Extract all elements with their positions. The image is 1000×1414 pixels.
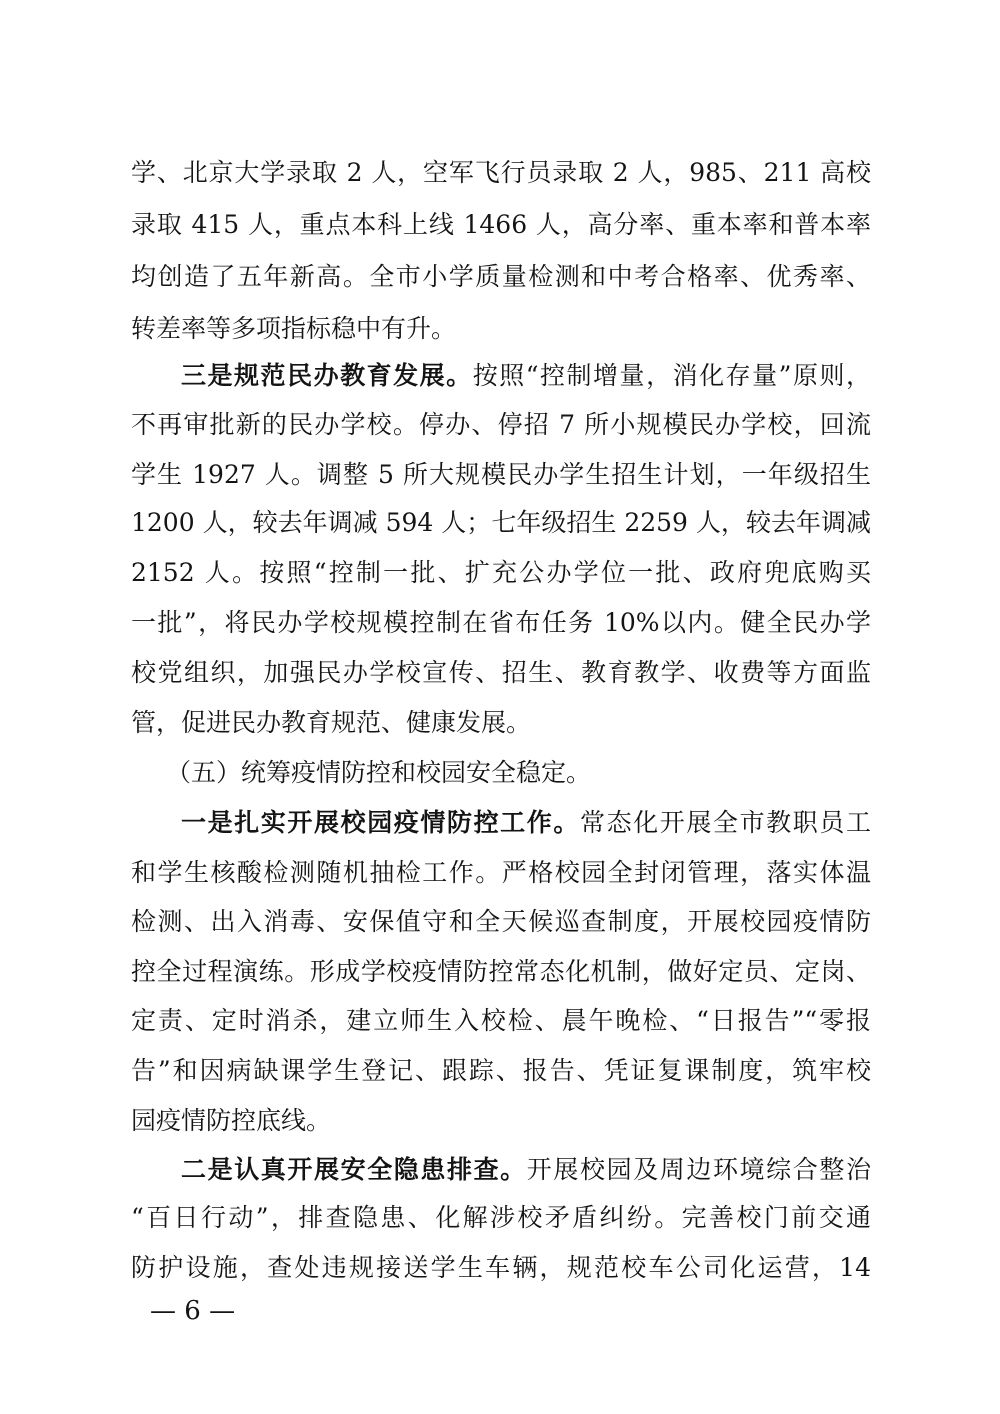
- body-text-line: 定责、定时消杀，建立师生入校检、晨午晚检、“日报告”“零报: [131, 1006, 871, 1035]
- body-text-line: 管，促进民办教育规范、健康发展。: [131, 708, 532, 737]
- paragraph-first-line: [181, 356, 871, 396]
- body-text-line: 均创造了五年新高。全市小学质量检测和中考合格率、优秀率、: [131, 262, 871, 291]
- body-text-line: 校党组织，加强民办学校宣传、招生、教育教学、收费等方面监: [131, 658, 871, 687]
- body-text-line: 检测、出入消毒、安保值守和全天候巡查制度，开展校园疫情防: [131, 907, 871, 936]
- body-text-line: 告”和因病缺课学生登记、跟踪、报告、凭证复课制度，筑牢校: [131, 1056, 871, 1085]
- body-text-line: 和学生核酸检测随机抽检工作。严格校园全封闭管理，落实体温: [131, 858, 871, 887]
- body-text: 开展校园及周边环境综合整治: [526, 1155, 871, 1184]
- body-text-line: 2152 人。按照“控制一批、扩充公办学位一批、政府兜底购买: [131, 558, 871, 587]
- body-text-line: 学生 1927 人。调整 5 所大规模民办学生招生计划，一年级招生: [131, 460, 871, 489]
- body-text-line: 学、北京大学录取 2 人，空军飞行员录取 2 人，985、211 高校: [131, 158, 871, 187]
- body-text: 常态化开展全市教职员工: [579, 808, 871, 837]
- paragraph-heading: 三是规范民办教育发展。: [181, 361, 473, 390]
- paragraph-heading: 二是认真开展安全隐患排查。: [181, 1155, 527, 1184]
- page-number: — 6 —: [150, 1296, 236, 1326]
- body-text-line: 1200 人，较去年调减 594 人；七年级招生 2259 人，较去年调减: [131, 508, 871, 537]
- body-text-line: 不再审批新的民办学校。停办、停招 7 所小规模民办学校，回流: [131, 410, 871, 439]
- body-text-line: 转差率等多项指标稳中有升。: [131, 314, 457, 343]
- paragraph-first-line: [181, 803, 871, 843]
- body-text-line: 录取 415 人，重点本科上线 1466 人，高分率、重本率和普本率: [131, 210, 871, 239]
- body-text: 按照“控制增量，消化存量”原则，: [472, 361, 871, 390]
- body-text-line: 一批”，将民办学校规模控制在省布任务 10%以内。健全民办学: [131, 608, 871, 637]
- body-text-line: “百日行动”，排查隐患、化解涉校矛盾纠纷。完善校门前交通: [131, 1203, 871, 1232]
- body-text-line: 园疫情防控底线。: [131, 1106, 332, 1135]
- paragraph-first-line: [181, 1150, 871, 1190]
- paragraph-heading: 一是扎实开展校园疫情防控工作。: [181, 808, 580, 837]
- section-heading: （五）统筹疫情防控和校园安全稳定。: [166, 758, 592, 787]
- body-text-line: 防护设施，查处违规接送学生车辆，规范校车公司化运营，14: [131, 1253, 871, 1282]
- body-text-line: 控全过程演练。形成学校疫情防控常态化机制，做好定员、定岗、: [131, 957, 871, 986]
